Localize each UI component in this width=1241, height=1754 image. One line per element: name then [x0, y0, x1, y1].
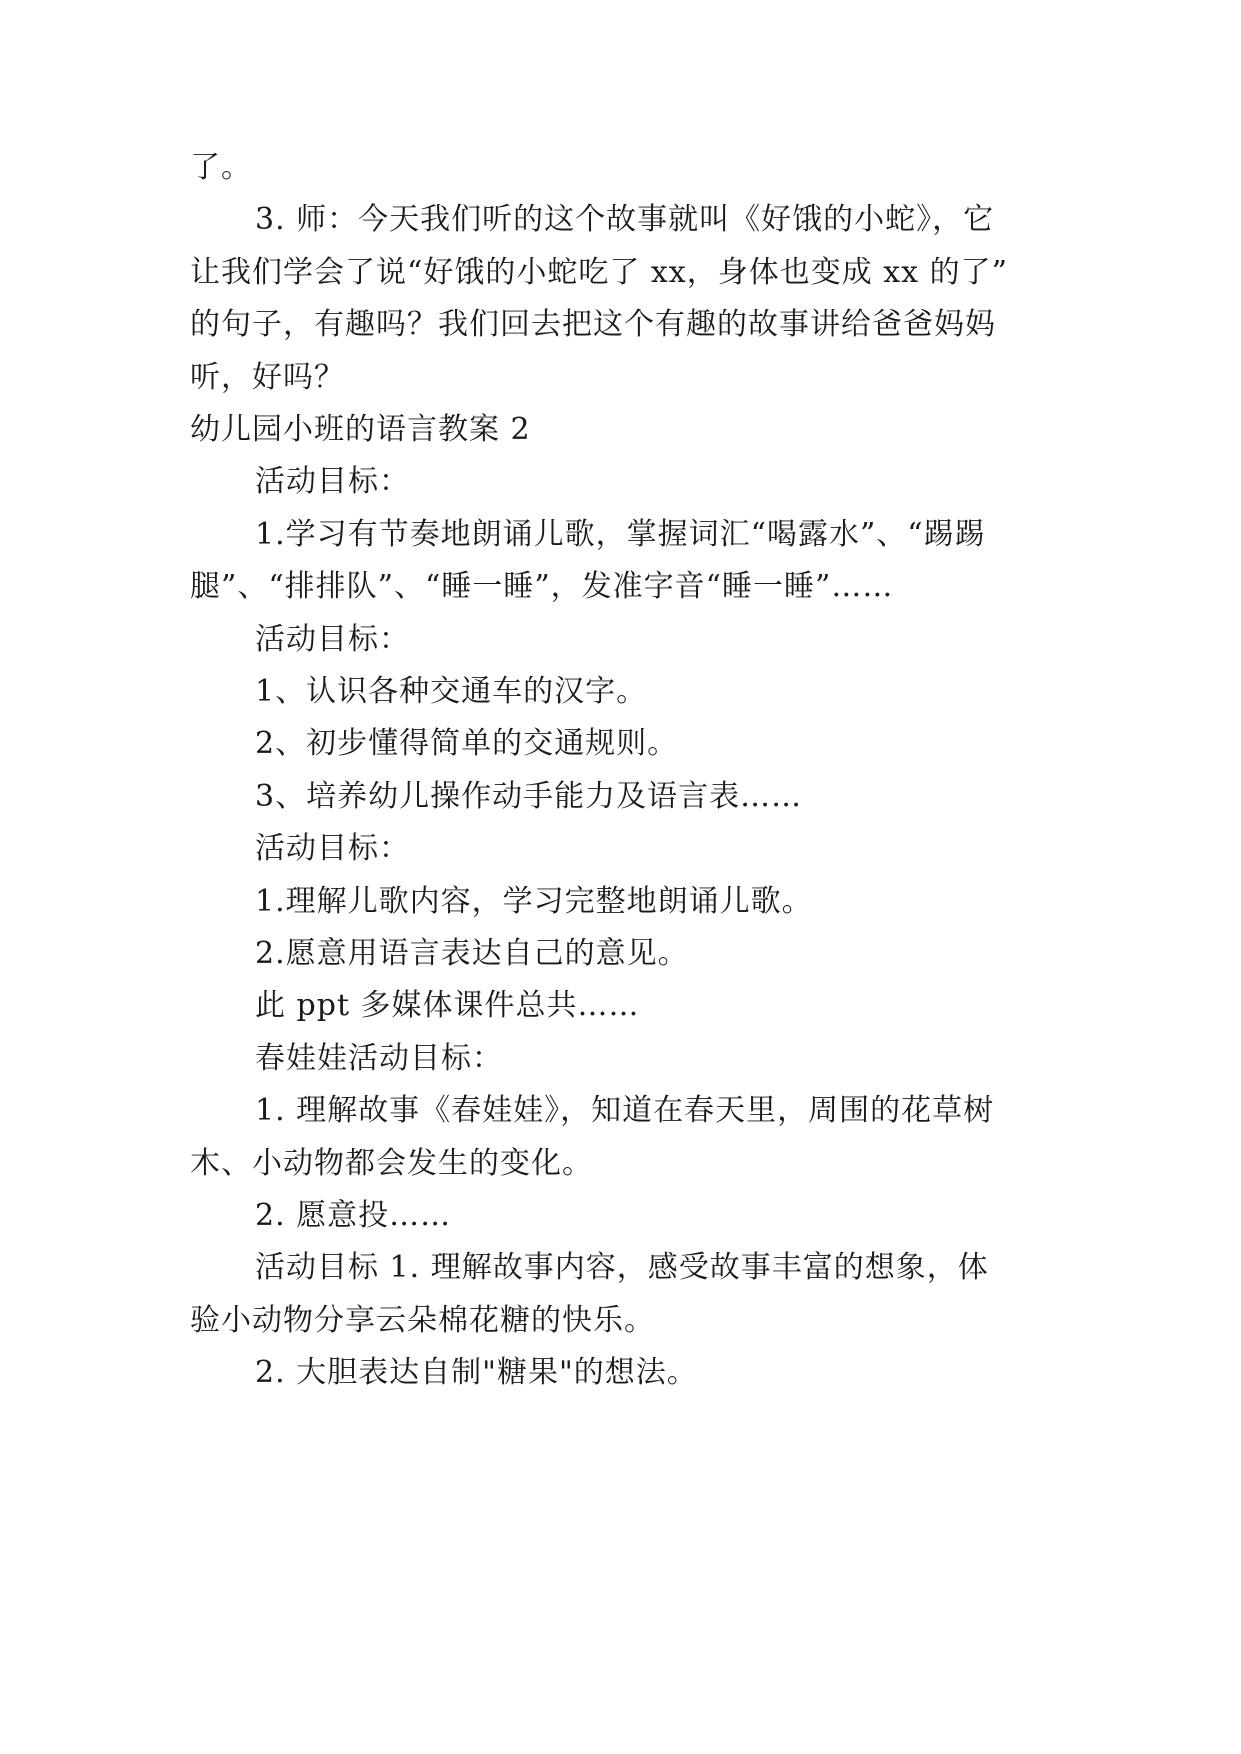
text-line: 1.理解儿歌内容，学习完整地朗诵儿歌。 [255, 884, 813, 919]
text-line: 春娃娃活动目标： [255, 1041, 503, 1076]
text-line: 听，好吗？ [190, 360, 345, 395]
text-line: 腿”、“排排队”、“睡一睡”，发准字音“睡一睡”…… [190, 569, 894, 604]
text-line: 2. 大胆表达自制"糖果"的想法。 [255, 1355, 698, 1390]
text-line: 活动目标 1. 理解故事内容，感受故事丰富的想象，体 [255, 1250, 989, 1285]
text-line: 1、认识各种交通车的汉字。 [255, 674, 648, 709]
text-line: 2. 愿意投…… [255, 1198, 452, 1233]
text-line: 3、培养幼儿操作动手能力及语言表…… [255, 779, 803, 814]
section-heading: 幼儿园小班的语言教案 2 [190, 412, 531, 447]
text-line: 让我们学会了说“好饿的小蛇吃了 xx，身体也变成 xx 的了” [190, 255, 1008, 290]
text-line: 活动目标： [255, 831, 410, 866]
text-line: 木、小动物都会发生的变化。 [190, 1146, 593, 1181]
text-line: 的句子，有趣吗？我们回去把这个有趣的故事讲给爸爸妈妈 [190, 307, 996, 342]
text-line: 2、初步懂得简单的交通规则。 [255, 726, 679, 761]
text-line: 了。 [190, 150, 252, 185]
text-line: 3. 师：今天我们听的这个故事就叫《好饿的小蛇》，它 [255, 202, 995, 237]
text-line: 活动目标： [255, 464, 410, 499]
text-line: 活动目标： [255, 622, 410, 657]
text-line: 此 ppt 多媒体课件总共…… [255, 988, 640, 1023]
text-line: 验小动物分享云朵棉花糖的快乐。 [190, 1303, 655, 1338]
text-line: 1.学习有节奏地朗诵儿歌，掌握词汇“喝露水”、“踢踢 [255, 517, 986, 552]
text-line: 1. 理解故事《春娃娃》，知道在春天里，周围的花草树 [255, 1093, 995, 1128]
text-line: 2.愿意用语言表达自己的意见。 [255, 936, 689, 971]
